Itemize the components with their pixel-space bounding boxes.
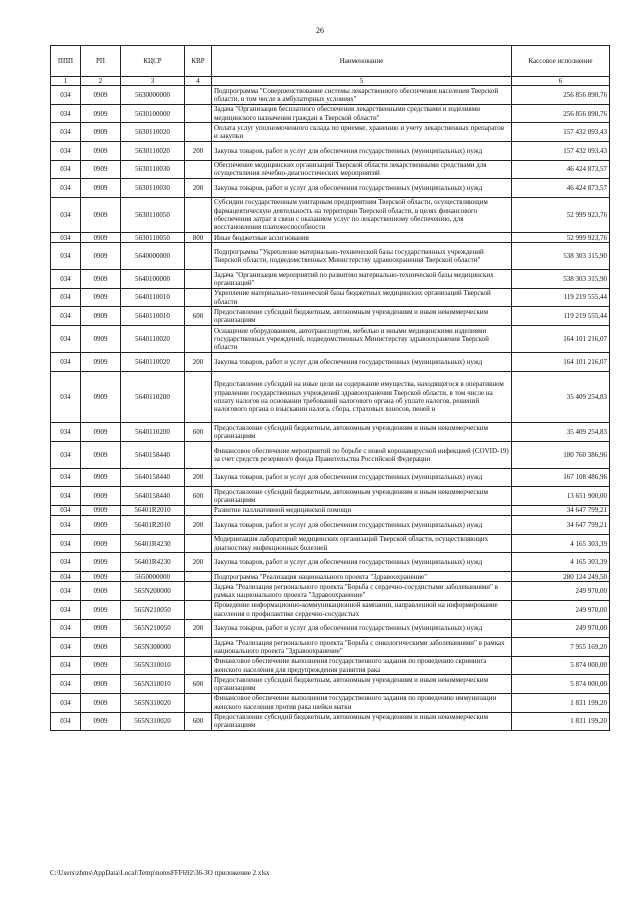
cell-name: Закупка товаров, работ и услуг для обеспечения государственных (муниципальных) нужд	[212, 142, 512, 161]
cell-rp: 0909	[81, 197, 121, 232]
table-row	[51, 104, 610, 123]
cell-amount: 538 303 315,90	[512, 270, 610, 289]
cell-kcsr: 5630110030	[121, 179, 185, 198]
cell-kcsr: 5640110020	[121, 352, 185, 371]
cell-name: Финансовое обеспечение выполнения государственного задания по проведению скрининга женского населения для предупреждения развития рака	[212, 656, 512, 675]
cell-amount: 164 101 216,07	[512, 352, 610, 371]
table-row	[51, 441, 610, 468]
cell-rp: 0909	[81, 619, 121, 638]
cell-kvr	[185, 288, 212, 307]
cell-kcsr: 565N210050	[121, 600, 185, 619]
cell-amount: 256 856 890,76	[512, 104, 610, 123]
cell-ppp: 034	[51, 352, 81, 371]
cell-amount: 35 409 254,83	[512, 423, 610, 442]
cell-amount: 13 651 900,00	[512, 487, 610, 506]
cell-kcsr: 565N200000	[121, 582, 185, 601]
cell-ppp: 034	[51, 441, 81, 468]
cell-kvr	[185, 582, 212, 601]
cell-kcsr: 5640158440	[121, 468, 185, 487]
header-kcsr: КЦСР	[121, 46, 185, 77]
cell-ppp: 034	[51, 656, 81, 675]
cell-kcsr: 5640110010	[121, 288, 185, 307]
cell-kcsr: 5640110020	[121, 326, 185, 353]
cell-ppp: 034	[51, 326, 81, 353]
cell-amount: 167 108 486,96	[512, 468, 610, 487]
cell-ppp: 034	[51, 243, 81, 270]
column-number: 1	[51, 77, 81, 86]
cell-amount: 46 424 873,57	[512, 179, 610, 198]
cell-kcsr: 56401R2010	[121, 505, 185, 515]
cell-name: Оплата услуг уполномоченного склада по приемке, хранению и учету лекарственных препаратов и закупки	[212, 123, 512, 142]
cell-ppp: 034	[51, 516, 81, 535]
cell-ppp: 034	[51, 468, 81, 487]
table-row	[51, 619, 610, 638]
cell-rp: 0909	[81, 104, 121, 123]
table-row	[51, 179, 610, 198]
cell-rp: 0909	[81, 423, 121, 442]
cell-kcsr: 565N310010	[121, 656, 185, 675]
cell-rp: 0909	[81, 123, 121, 142]
cell-ppp: 034	[51, 142, 81, 161]
cell-name: Развитие паллиативной медицинской помощи	[212, 505, 512, 515]
cell-kcsr: 565N210050	[121, 619, 185, 638]
cell-amount: 34 647 799,21	[512, 516, 610, 535]
table-row	[51, 197, 610, 232]
cell-name: Подпрограмма "Реализация национального проекта "Здравоохранение"	[212, 572, 512, 582]
table-row	[51, 270, 610, 289]
cell-kcsr: 565N310010	[121, 675, 185, 694]
file-path-footer: C:\Users\zhms\AppData\Local\Temp\notesFFF692\36-ЗО приложение 2.xlsx	[50, 869, 270, 877]
cell-kvr	[185, 243, 212, 270]
cell-kvr	[185, 505, 212, 515]
cell-amount: 249 970,00	[512, 582, 610, 601]
cell-kvr	[185, 600, 212, 619]
cell-rp: 0909	[81, 600, 121, 619]
cell-name: Субсидии государственным унитарным предприятиям Тверской области, осуществляющим фармацевтическую деятельность на территории Тверской области, в целях финансового обеспечения затрат в связи с оказанием услуг по лекарственному обеспечению, для восстановления платежеспособности	[212, 197, 512, 232]
cell-kvr: 600	[185, 675, 212, 694]
cell-rp: 0909	[81, 288, 121, 307]
cell-ppp: 034	[51, 712, 81, 731]
cell-kvr	[185, 656, 212, 675]
cell-kcsr: 5630110020	[121, 123, 185, 142]
table-row	[51, 233, 610, 243]
cell-name: Обеспечение медицинских организаций Тверской области лекарственными средствами для осуществления лечебно-диагностических мероприятий	[212, 160, 512, 179]
cell-amount: 1 831 199,20	[512, 693, 610, 712]
cell-name: Предоставление субсидий бюджетным, автономным учреждениям и иным некоммерческим организациям	[212, 712, 512, 731]
cell-name: Предоставление субсидий бюджетным, автономным учреждениям и иным некоммерческим организациям	[212, 487, 512, 506]
cell-name: Иные бюджетные ассигнования	[212, 233, 512, 243]
cell-kvr	[185, 160, 212, 179]
cell-name: Предоставление субсидий бюджетным, автономным учреждениям и иным некоммерческим организациям	[212, 423, 512, 442]
cell-name: Финансовое обеспечение мероприятий по борьбе с новой коронавирусной инфекцией (COVID-19) за счет средств резервного фонда Правительства Российской Федерации	[212, 441, 512, 468]
header-rp: РП	[81, 46, 121, 77]
cell-amount: 164 101 216,07	[512, 326, 610, 353]
cell-name: Закупка товаров, работ и услуг для обеспечения государственных (муниципальных) нужд	[212, 468, 512, 487]
column-number: 6	[512, 77, 610, 86]
cell-name: Предоставление субсидий бюджетным, автономным учреждениям и иным некоммерческим организациям	[212, 307, 512, 326]
cell-name: Задача "Реализация регионального проекта "Борьба с сердечно-сосудистыми заболеваниями" в рамках национального проекта "Здравоохранение"	[212, 582, 512, 601]
cell-rp: 0909	[81, 441, 121, 468]
cell-amount: 280 124 249,50	[512, 572, 610, 582]
cell-amount: 4 165 303,39	[512, 553, 610, 572]
cell-amount: 249 970,00	[512, 619, 610, 638]
cell-kcsr: 5630110020	[121, 142, 185, 161]
table-row	[51, 712, 610, 731]
cell-kvr: 200	[185, 619, 212, 638]
cell-name: Укрепление материально-технической базы бюджетных медицинских организаций Тверской области	[212, 288, 512, 307]
cell-ppp: 034	[51, 307, 81, 326]
header-amount: Кассовое исполнение	[512, 46, 610, 77]
table-row	[51, 582, 610, 601]
cell-amount: 35 409 254,83	[512, 371, 610, 423]
cell-rp: 0909	[81, 179, 121, 198]
cell-name: Подпрограмма "Укрепление материально-технической базы государственных учреждений Тверской области, подведомственных Министерству здравоохранения Тверской области"	[212, 243, 512, 270]
table-row	[51, 516, 610, 535]
cell-rp: 0909	[81, 468, 121, 487]
cell-kcsr: 5630000000	[121, 86, 185, 105]
cell-ppp: 034	[51, 270, 81, 289]
cell-rp: 0909	[81, 638, 121, 657]
table-row	[51, 160, 610, 179]
cell-rp: 0909	[81, 86, 121, 105]
cell-kcsr: 5640000000	[121, 243, 185, 270]
column-number: 2	[81, 77, 121, 86]
cell-ppp: 034	[51, 423, 81, 442]
cell-kvr: 600	[185, 423, 212, 442]
table-row	[51, 505, 610, 515]
cell-rp: 0909	[81, 307, 121, 326]
cell-kvr: 200	[185, 468, 212, 487]
cell-name: Закупка товаров, работ и услуг для обеспечения государственных (муниципальных) нужд	[212, 352, 512, 371]
table-row	[51, 656, 610, 675]
table-row	[51, 371, 610, 423]
cell-kcsr: 5640110200	[121, 423, 185, 442]
cell-rp: 0909	[81, 352, 121, 371]
cell-amount: 256 856 890,76	[512, 86, 610, 105]
cell-kvr: 600	[185, 487, 212, 506]
cell-kvr: 600	[185, 307, 212, 326]
cell-amount: 157 432 093,43	[512, 142, 610, 161]
cell-name: Проведение информационно-коммуникационной кампании, направленной на информирование населения о профилактике сердечно-сосудистых	[212, 600, 512, 619]
cell-kvr	[185, 86, 212, 105]
cell-name: Модернизация лабораторий медицинских организаций Тверской области, осуществляющих диагностику инфекционных болезней	[212, 534, 512, 553]
cell-amount: 5 874 000,00	[512, 656, 610, 675]
cell-name: Задача "Реализация регионального проекта "Борьба с онкологическими заболеваниями" в рамках национального проекта "Здравоохранение"	[212, 638, 512, 657]
cell-ppp: 034	[51, 233, 81, 243]
table-row	[51, 600, 610, 619]
cell-kcsr: 56401R4230	[121, 534, 185, 553]
cell-kvr: 200	[185, 142, 212, 161]
cell-name: Предоставление субсидий бюджетным, автономным учреждениям и иным некоммерческим организациям	[212, 675, 512, 694]
cell-name: Оснащение оборудованием, автотранспортом, мебелью и иными медицинскими изделиями государственных учреждений, подведомственных Министерству здравоохранения Тверской области	[212, 326, 512, 353]
cell-ppp: 034	[51, 86, 81, 105]
cell-kcsr: 565N310020	[121, 693, 185, 712]
cell-amount: 7 955 169,20	[512, 638, 610, 657]
table-row	[51, 553, 610, 572]
cell-kcsr: 565N300000	[121, 638, 185, 657]
cell-rp: 0909	[81, 675, 121, 694]
cell-kvr	[185, 123, 212, 142]
table-row	[51, 693, 610, 712]
cell-rp: 0909	[81, 505, 121, 515]
column-number: 3	[121, 77, 185, 86]
cell-amount: 5 874 000,00	[512, 675, 610, 694]
cell-kcsr: 5640110010	[121, 307, 185, 326]
cell-amount: 157 432 093,43	[512, 123, 610, 142]
cell-kcsr: 5630110050	[121, 233, 185, 243]
cell-kvr: 800	[185, 233, 212, 243]
cell-kvr	[185, 693, 212, 712]
cell-rp: 0909	[81, 270, 121, 289]
cell-ppp: 034	[51, 553, 81, 572]
cell-ppp: 034	[51, 572, 81, 582]
table-row	[51, 572, 610, 582]
cell-name: Закупка товаров, работ и услуг для обеспечения государственных (муниципальных) нужд	[212, 553, 512, 572]
cell-rp: 0909	[81, 243, 121, 270]
budget-table	[50, 45, 610, 731]
cell-rp: 0909	[81, 534, 121, 553]
column-number-row	[51, 77, 610, 86]
cell-kvr	[185, 371, 212, 423]
cell-amount: 46 424 873,57	[512, 160, 610, 179]
table-row	[51, 86, 610, 105]
table-row	[51, 352, 610, 371]
cell-kvr	[185, 326, 212, 353]
table-row	[51, 243, 610, 270]
table-row	[51, 534, 610, 553]
column-number: 5	[212, 77, 512, 86]
cell-rp: 0909	[81, 553, 121, 572]
cell-ppp: 034	[51, 638, 81, 657]
cell-kvr: 200	[185, 352, 212, 371]
table-row	[51, 487, 610, 506]
cell-ppp: 034	[51, 534, 81, 553]
cell-amount: 34 647 799,21	[512, 505, 610, 515]
cell-kvr	[185, 270, 212, 289]
cell-amount: 180 760 386,96	[512, 441, 610, 468]
table-row	[51, 326, 610, 353]
table-row	[51, 288, 610, 307]
cell-rp: 0909	[81, 142, 121, 161]
cell-kvr	[185, 104, 212, 123]
cell-rp: 0909	[81, 516, 121, 535]
table-row	[51, 307, 610, 326]
cell-ppp: 034	[51, 675, 81, 694]
cell-kcsr: 5630110050	[121, 197, 185, 232]
cell-kcsr: 56401R2010	[121, 516, 185, 535]
cell-kvr	[185, 441, 212, 468]
cell-rp: 0909	[81, 233, 121, 243]
cell-amount: 4 165 303,39	[512, 534, 610, 553]
cell-kcsr: 5640158440	[121, 441, 185, 468]
cell-amount: 538 303 315,90	[512, 243, 610, 270]
cell-amount: 119 219 555,44	[512, 307, 610, 326]
cell-kcsr: 5640100000	[121, 270, 185, 289]
cell-kvr	[185, 638, 212, 657]
cell-rp: 0909	[81, 712, 121, 731]
cell-kvr	[185, 572, 212, 582]
cell-kcsr: 5640110200	[121, 371, 185, 423]
cell-rp: 0909	[81, 487, 121, 506]
cell-rp: 0909	[81, 572, 121, 582]
table-row	[51, 142, 610, 161]
cell-ppp: 034	[51, 160, 81, 179]
cell-ppp: 034	[51, 600, 81, 619]
cell-ppp: 034	[51, 288, 81, 307]
table-header-row	[51, 46, 610, 77]
table-body	[51, 86, 610, 731]
cell-name: Задача "Организация бесплатного обеспечения лекарственными средствами и изделиями медицинского назначения граждан в Тверской области"	[212, 104, 512, 123]
cell-kvr: 200	[185, 553, 212, 572]
cell-name: Закупка товаров, работ и услуг для обеспечения государственных (муниципальных) нужд	[212, 516, 512, 535]
cell-ppp: 034	[51, 505, 81, 515]
cell-rp: 0909	[81, 371, 121, 423]
cell-name: Подпрограмма "Совершенствование системы лекарственного обеспечения населения Тверской области, в том числе в амбулаторных условиях"	[212, 86, 512, 105]
table-row	[51, 675, 610, 694]
header-ppp: ППП	[51, 46, 81, 77]
page-number: 26	[316, 26, 324, 35]
cell-kcsr: 5630110030	[121, 160, 185, 179]
cell-ppp: 034	[51, 582, 81, 601]
header-name: Наименование	[212, 46, 512, 77]
table-row	[51, 423, 610, 442]
cell-name: Закупка товаров, работ и услуг для обеспечения государственных (муниципальных) нужд	[212, 619, 512, 638]
header-kvr: КВР	[185, 46, 212, 77]
cell-kvr	[185, 197, 212, 232]
cell-ppp: 034	[51, 104, 81, 123]
cell-name: Финансовое обеспечение выполнения государственного задания по проведению иммунизации женского населения против рака шейки матки	[212, 693, 512, 712]
column-number: 4	[185, 77, 212, 86]
cell-kcsr: 5630100000	[121, 104, 185, 123]
cell-name: Задача "Организация мероприятий по развитию материально-технической базы медицинских организаций"	[212, 270, 512, 289]
cell-kcsr: 5640158440	[121, 487, 185, 506]
cell-ppp: 034	[51, 487, 81, 506]
table-row	[51, 123, 610, 142]
cell-amount: 249 970,00	[512, 600, 610, 619]
cell-rp: 0909	[81, 656, 121, 675]
cell-name: Закупка товаров, работ и услуг для обеспечения государственных (муниципальных) нужд	[212, 179, 512, 198]
cell-kvr: 600	[185, 712, 212, 731]
cell-kcsr: 565N310020	[121, 712, 185, 731]
cell-kvr: 200	[185, 179, 212, 198]
cell-amount: 1 831 199,20	[512, 712, 610, 731]
cell-ppp: 034	[51, 123, 81, 142]
cell-ppp: 034	[51, 197, 81, 232]
cell-ppp: 034	[51, 693, 81, 712]
cell-rp: 0909	[81, 160, 121, 179]
table-row	[51, 468, 610, 487]
cell-ppp: 034	[51, 619, 81, 638]
cell-rp: 0909	[81, 326, 121, 353]
cell-kcsr: 56401R4230	[121, 553, 185, 572]
cell-kcsr: 5650000000	[121, 572, 185, 582]
table-row	[51, 638, 610, 657]
cell-name: Предоставление субсидий на иные цели на содержание имущества, находящегося в оперативном управлении государственных учреждений здравоохранения Тверской области, в том числе на оплату налогов на основании требований налогового органа об уплате налогов, решений налогового органа о взыскании налога, сбора, страховых взносов, пеней и	[212, 371, 512, 423]
cell-amount: 52 999 923,76	[512, 233, 610, 243]
cell-kvr	[185, 534, 212, 553]
cell-ppp: 034	[51, 371, 81, 423]
cell-rp: 0909	[81, 693, 121, 712]
cell-amount: 52 999 923,76	[512, 197, 610, 232]
cell-kvr: 200	[185, 516, 212, 535]
cell-rp: 0909	[81, 582, 121, 601]
cell-amount: 119 219 555,44	[512, 288, 610, 307]
cell-ppp: 034	[51, 179, 81, 198]
